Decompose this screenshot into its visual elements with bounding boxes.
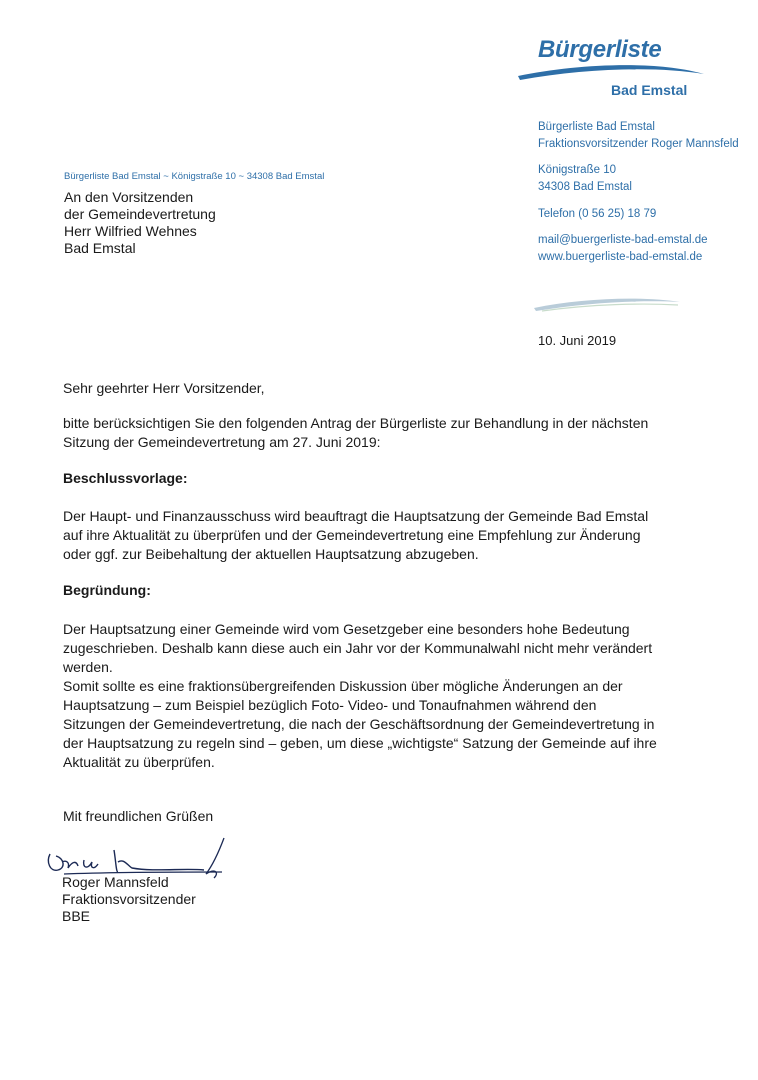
text-line: Aktualität zu überprüfen. <box>63 754 215 770</box>
recipient-line: Herr Wilfried Wehnes <box>64 223 197 239</box>
letter-date: 10. Juni 2019 <box>538 333 617 348</box>
sender-street: Königstraße 10 <box>538 164 616 176</box>
recipient-address <box>64 189 216 257</box>
signer-name: Roger Mannsfeld <box>62 874 169 890</box>
text-line: Der Haupt- und Finanzausschuss wird beauftragt die Hauptsatzung der Gemeinde Bad Emstal <box>63 508 649 524</box>
intro-paragraph <box>63 414 703 452</box>
text-line: Sitzung der Gemeindevertretung am 27. Juni 2019: <box>63 434 381 450</box>
signer-title: Fraktionsvorsitzender <box>62 891 196 907</box>
signer-org: BBE <box>62 908 91 924</box>
recipient-line: An den Vorsitzenden <box>64 189 194 205</box>
sender-email: mail@buergerliste-bad-emstal.de <box>538 234 708 246</box>
beschlussvorlage-paragraph <box>63 507 703 564</box>
sender-chair: Fraktionsvorsitzender Roger Mannsfeld <box>538 138 739 150</box>
sender-city: 34308 Bad Emstal <box>538 181 632 193</box>
text-line: oder ggf. zur Beibehaltung der aktuellen Hauptsatzung abzugeben. <box>63 546 479 562</box>
begruendung-paragraph <box>63 620 703 772</box>
text-line: Der Hauptsatzung einer Gemeinde wird vom Gesetzgeber eine besonders hohe Bedeutung <box>63 621 630 637</box>
section-heading-begruendung: Begründung: <box>63 582 151 598</box>
section-heading-beschlussvorlage: Beschlussvorlage: <box>63 470 188 486</box>
text-line: der Hauptsatzung zu regeln sind – geben, um diese „wichtigste“ Satzung der Gemeinde auf ihre <box>63 735 657 751</box>
logo-swoosh-icon <box>516 62 706 84</box>
text-line: Sitzungen der Gemeindevertretung, die nach der Geschäftsordnung der Gemeindevertretung in <box>63 716 655 732</box>
sender-org: Bürgerliste Bad Emstal <box>538 121 655 133</box>
sender-web: www.buergerliste-bad-emstal.de <box>538 251 703 263</box>
recipient-line: Bad Emstal <box>64 240 136 256</box>
logo-brand-sub: Bad Emstal <box>611 82 688 98</box>
text-line: zugeschrieben. Deshalb kann diese auch ein Jahr vor der Kommunalwahl nicht mehr verändert <box>63 640 653 656</box>
decorative-swoosh-icon <box>532 294 682 314</box>
logo-brand-name: Bürgerliste <box>538 36 662 63</box>
return-address: Bürgerliste Bad Emstal ~ Königstraße 10 ~ 34308 Bad Emstal <box>64 171 325 182</box>
closing: Mit freundlichen Grüßen <box>63 808 214 824</box>
text-line: bitte berücksichtigen Sie den folgenden Antrag der Bürgerliste zur Behandlung in der nächsten <box>63 415 649 431</box>
text-line: werden. <box>63 659 113 675</box>
signature-block <box>62 874 196 925</box>
text-line: auf ihre Aktualität zu überprüfen und der Gemeindevertretung eine Empfehlung zur Änderung <box>63 527 641 543</box>
recipient-line: der Gemeindevertretung <box>64 206 216 222</box>
sender-phone: Telefon (0 56 25) 18 79 <box>538 208 657 220</box>
text-line: Hauptsatzung – zum Beispiel bezüglich Foto- Video- und Tonaufnahmen während den <box>63 697 597 713</box>
text-line: Somit sollte es eine fraktionsübergreifenden Diskussion über mögliche Änderungen an der <box>63 678 623 694</box>
salutation: Sehr geehrter Herr Vorsitzender, <box>63 380 265 396</box>
